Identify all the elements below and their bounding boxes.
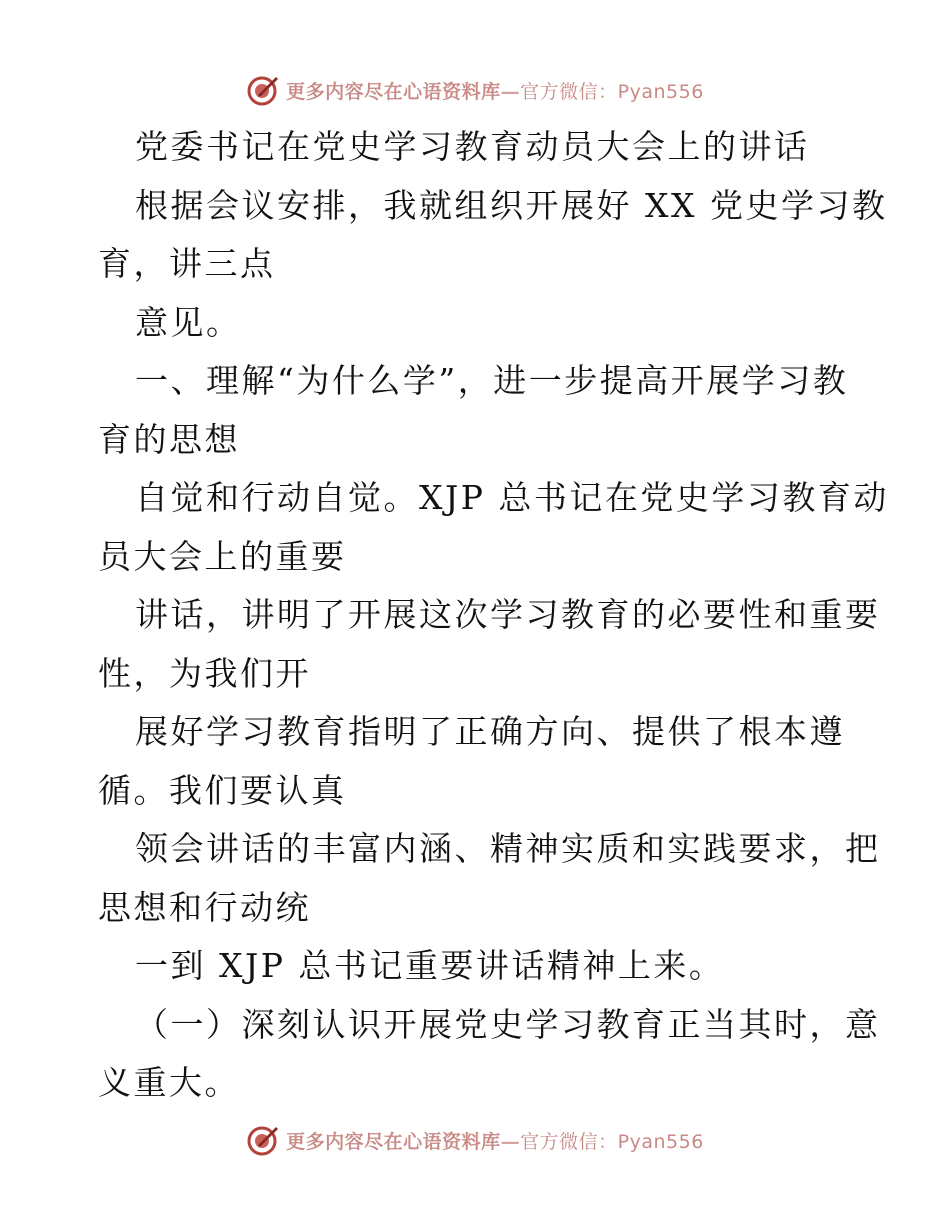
text-line: 自觉和行动自觉。XJP 总书记在党史学习教育动: [135, 478, 889, 517]
watermark-footer: [0, 1120, 950, 1160]
watermark-separator: —: [500, 1130, 521, 1153]
text-line: 展好学习教育指明了正确方向、提供了根本遵: [135, 712, 845, 751]
text-line: 义重大。: [98, 1063, 240, 1102]
pen-logo-icon: [246, 73, 280, 107]
watermark-wechat: 官方微信：Pyan556: [520, 80, 704, 103]
pen-logo-icon: [246, 1123, 280, 1157]
text-line: 党委书记在党史学习教育动员大会上的讲话: [135, 127, 810, 166]
watermark-header: [0, 70, 950, 110]
watermark-separator: —: [500, 80, 521, 103]
watermark-site-name: 更多内容尽在心语资料库: [286, 80, 501, 103]
text-line: 一到 XJP 总书记重要讲话精神上来。: [135, 946, 725, 985]
text-line: 育的思想: [98, 419, 240, 459]
watermark-text: [286, 1127, 704, 1154]
watermark-wechat: 官方微信：Pyan556: [520, 1130, 704, 1153]
text-line: 一、理解“为什么学”，进一步提高开展学习教: [135, 361, 849, 400]
watermark-text: [286, 77, 704, 104]
text-line: 循。我们要认真: [98, 770, 347, 810]
text-line: 育，讲三点: [98, 244, 276, 283]
watermark-site-name: 更多内容尽在心语资料库: [286, 1130, 501, 1153]
text-line: 领会讲话的丰富内涵、精神实质和实践要求，把: [135, 829, 881, 868]
text-line: 根据会议安排，我就组织开展好 XX 党史学习教: [135, 185, 888, 225]
text-line: 思想和行动统: [98, 887, 311, 927]
document-body: [98, 118, 889, 1113]
text-line: 意见。: [135, 302, 242, 342]
text-line: （一）深刻认识开展党史学习教育正当其时，意: [135, 1004, 881, 1044]
text-line: 性，为我们开: [98, 653, 311, 693]
text-line: 讲话，讲明了开展这次学习教育的必要性和重要: [135, 595, 881, 634]
text-line: 员大会上的重要: [98, 536, 347, 576]
